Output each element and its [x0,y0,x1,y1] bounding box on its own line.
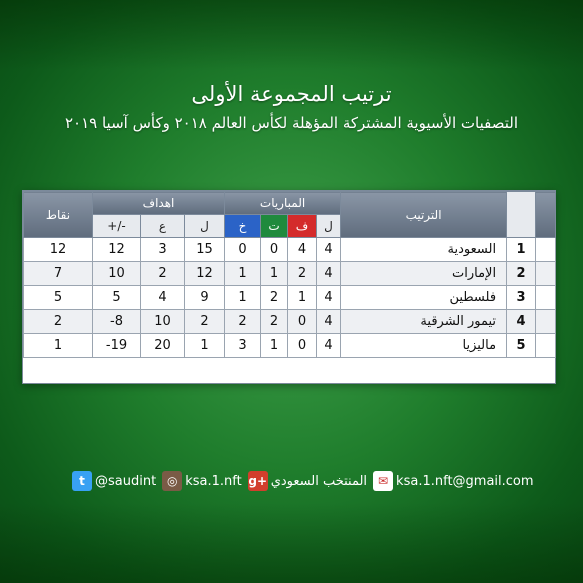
standings-table [22,190,556,384]
table-row [24,262,556,286]
cell-rank: 2 [507,262,536,286]
header-rank-num [507,192,536,238]
cell-win: 4 [288,238,317,262]
cell-rank: 5 [507,334,536,358]
cell-team: فلسطين [341,286,507,310]
googleplus-link[interactable] [248,471,367,491]
cell-goals-against: 2 [141,262,185,286]
header-gap [536,192,556,238]
cell-rank: 3 [507,286,536,310]
page-subtitle: التصفيات الأسيوية المشتركة المؤهلة لكأس العالم ٢٠١٨ وكأس آسيا ٢٠١٩ [64,114,519,132]
email-address: ksa.1.nft@gmail.com [396,473,534,489]
header-played: ل [317,215,341,238]
cell-goals-for: 15 [185,238,225,262]
cell-lost: 1 [225,286,261,310]
cell-team: الإمارات [341,262,507,286]
cell-team: السعودية [341,238,507,262]
table-row [24,238,556,262]
cell-points: 5 [24,286,93,310]
cell-lost: 3 [225,334,261,358]
instagram-link[interactable] [162,471,242,491]
cell-win: 0 [288,334,317,358]
cell-draw: 1 [261,262,288,286]
cell-points: 1 [24,334,93,358]
email-link[interactable] [373,471,534,491]
cell-goal-diff: -8 [93,310,141,334]
cell-gap [536,262,556,286]
cell-draw: 1 [261,334,288,358]
cell-goals-against: 20 [141,334,185,358]
bottom-shade [0,503,583,583]
cell-win: 1 [288,286,317,310]
top-shade [0,0,583,70]
cell-goal-diff: -19 [93,334,141,358]
cell-played: 4 [317,286,341,310]
gmail-icon: ✉ [373,471,393,491]
cell-goals-for: 1 [185,334,225,358]
header-matches: المباريات [225,192,341,215]
page-title: ترتيب المجموعة الأولى [191,82,392,106]
cell-goals-against: 10 [141,310,185,334]
cell-goals-against: 4 [141,286,185,310]
cell-goals-for: 2 [185,310,225,334]
twitter-handle: @saudint [95,473,157,489]
header-gd: +/- [93,215,141,238]
twitter-link[interactable] [72,471,156,491]
cell-played: 4 [317,262,341,286]
cell-gap [536,334,556,358]
cell-win: 2 [288,262,317,286]
header-gf: ل [185,215,225,238]
table-row [24,310,556,334]
cell-draw: 0 [261,238,288,262]
cell-played: 4 [317,334,341,358]
cell-draw: 2 [261,310,288,334]
cell-win: 0 [288,310,317,334]
cell-goal-diff: 5 [93,286,141,310]
cell-rank: 1 [507,238,536,262]
googleplus-handle: المنتخب السعودي [270,473,368,489]
header-lost: خ [225,215,261,238]
cell-lost: 1 [225,262,261,286]
cell-gap [536,286,556,310]
cell-points: 7 [24,262,93,286]
cell-draw: 2 [261,286,288,310]
header-points: نقاط [24,192,93,238]
instagram-icon: ◎ [162,471,182,491]
instagram-handle: ksa.1.nft [185,473,242,489]
cell-goal-diff: 12 [93,238,141,262]
cell-lost: 0 [225,238,261,262]
header-win: ف [288,215,317,238]
cell-played: 4 [317,310,341,334]
cell-points: 2 [24,310,93,334]
header-rank: الترتيب [341,192,507,238]
cell-goals-against: 3 [141,238,185,262]
twitter-icon: t [72,471,92,491]
googleplus-icon: g+ [248,471,268,491]
table-row [24,286,556,310]
cell-gap [536,310,556,334]
cell-rank: 4 [507,310,536,334]
social-bar [72,468,534,494]
header-ga: ع [141,215,185,238]
header-goals: اهداف [93,192,225,215]
cell-team: ماليزيا [341,334,507,358]
table-row [24,334,556,358]
cell-points: 12 [24,238,93,262]
cell-team: تيمور الشرقية [341,310,507,334]
cell-goals-for: 12 [185,262,225,286]
cell-gap [536,238,556,262]
cell-goals-for: 9 [185,286,225,310]
header-draw: ت [261,215,288,238]
cell-goal-diff: 10 [93,262,141,286]
cell-lost: 2 [225,310,261,334]
cell-played: 4 [317,238,341,262]
